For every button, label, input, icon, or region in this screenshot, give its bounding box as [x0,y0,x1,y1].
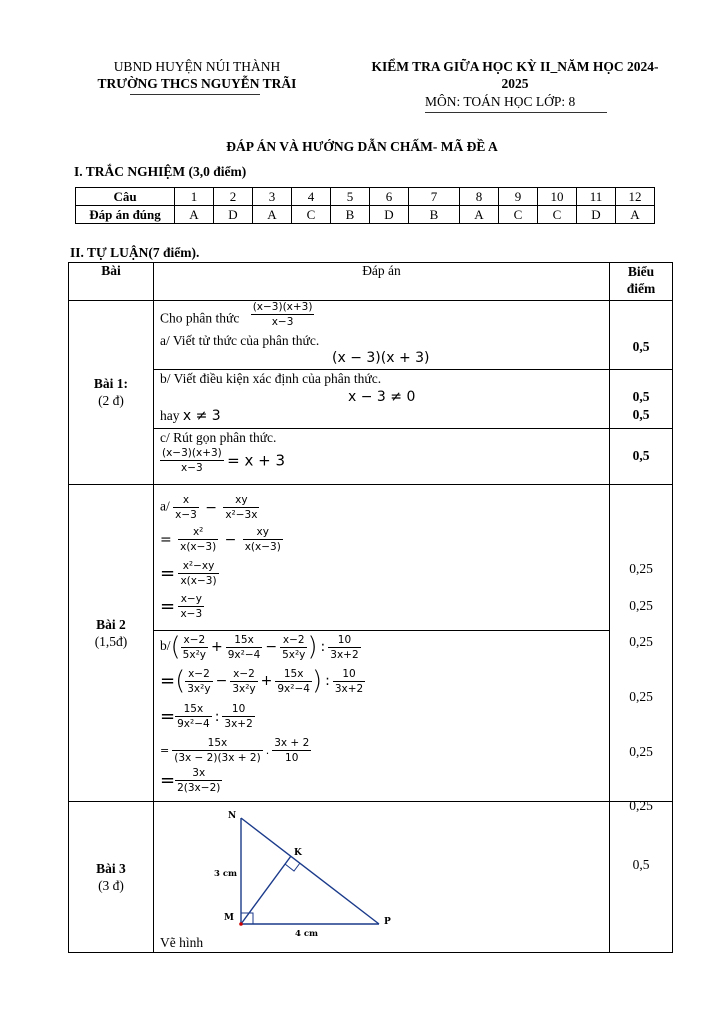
bai1-c-result: = x + 3 [227,451,286,470]
right-angle-k [285,863,300,871]
bai3-score: 0,5 [632,857,650,872]
bai2-b-line3: = $\frac{15x}{\text{9x²−4}}$ : $\frac{10}{3x+2}$ [160,703,253,730]
frac-num: x−2 [183,633,206,646]
altitude-mk [241,856,291,924]
frac-den: 3x+2 [330,648,359,661]
frac-den: 3x+2 [334,682,364,695]
table-header-row [69,263,673,301]
bai1-a-score: 0,5 [632,339,650,354]
frac-num: xy [256,526,269,538]
bai1-intro-line [160,301,314,329]
frac-num: x−y [180,593,202,605]
frac-num: x−2 [233,667,255,680]
frac-den: x−3 [180,608,203,620]
vertex-m-label: M [224,913,234,923]
frac-den: 9x²−4 [177,718,210,730]
frac-den: 3x+2 [224,718,253,730]
bai1-fraction [251,300,315,329]
section1-heading: I. TRẮC NGHIỆM (3,0 điểm) [74,164,247,179]
exam-subject: MÔN: TOÁN HỌC LỚP: 8 [425,94,576,109]
bai1-b-answer2: x ≠ 3 [182,408,221,424]
answer-cell: D [577,206,616,224]
col-header-bieu-diem-line2: điểm [626,281,656,296]
answer-row [76,206,655,224]
col-header-dap-an: Đáp án [154,263,610,301]
bai1-c-frac-num: (x−3)(x+3) [162,447,222,459]
frac-den: 9x²−4 [227,648,261,661]
bai1-c-text: c/ Rút gọn phân thức. [160,430,277,445]
frac-num: x [182,494,190,506]
header-right [335,58,695,92]
frac-den: 5x²y [182,648,206,661]
frac-num: 15x [234,633,254,646]
document-title: ĐÁP ÁN VÀ HƯỚNG DẪN CHẤM- MÃ ĐỀ A [226,139,498,154]
frac-num: 15x [183,703,204,715]
bai2-b-line2: =( $\frac{x-2}{\text{3x²y}}$ − $\frac{x-2}{\text{3x²y}}$ + $\frac{15x}{\text{9x²−4}}$ ) : $\frac{10}{3x+2}$ [160,666,364,696]
bai1-b-answer1: x − 3 ≠ 0 [348,389,416,405]
frac-den: 3x²y [187,682,211,695]
triangle-figure [214,810,474,940]
answer-row-label: Đáp án đúng [76,206,175,224]
frac-num: 15x [207,737,228,749]
answer-key-table [75,187,655,224]
bai1-b-hay: hay [160,408,180,423]
bai1-a-text: a/ Viết tử thức của phân thức. [160,333,320,348]
frac-den: x(x−3) [244,541,281,553]
frac-num: x² [192,526,204,538]
exam-title-line2: 2025 [501,76,529,91]
bai3-label-cell [69,802,154,953]
question-number: 1 [175,188,214,206]
bai1-b-hay-line [160,408,221,424]
frac-den: x²−3x [225,509,258,521]
bai2-label: Bài 2 [96,617,126,632]
question-number: 12 [616,188,655,206]
frac-num: xy [235,494,248,506]
col-header-bieu-diem-line1: Biểu [627,264,655,279]
question-number: 8 [460,188,499,206]
bai2-a-prefix: a/ [160,498,170,514]
question-row-label: Câu [76,188,175,206]
frac-num: 10 [342,667,356,680]
frac-den: (3x − 2)(3x + 2) [174,752,261,764]
answer-cell: A [175,206,214,224]
bai2-b-score: 0,25 [629,689,653,704]
bai2-b-prefix: b/ [160,638,171,654]
question-number: 4 [292,188,331,206]
frac-num: x−2 [188,667,210,680]
question-row [76,188,655,206]
bai2-a-line4: = $\frac{x-y}{x-3}$ [160,593,203,620]
answer-cell: B [409,206,460,224]
answer-cell: C [538,206,577,224]
bai1-intro: Cho phân thức [160,310,240,326]
bai1-c-fraction [160,446,224,475]
frac-num: x−2 [282,633,305,646]
question-number: 11 [577,188,616,206]
bai3-answer-cell [154,802,610,953]
vertex-k-label: K [294,848,302,858]
frac-num: 15x [283,667,304,680]
bai2-a-line3: = $\frac{\text{x²−xy}}{x(x-3)}$ [160,560,217,587]
frac-num: 3x + 2 [274,737,310,749]
answer-cell: A [616,206,655,224]
bai2-b-line1: b/( $\frac{x-2}{\text{5x²y}}$ + $\frac{15x}{\text{9x²−4}}$ − $\frac{x-2}{\text{5x²y}}$ ) : $\frac{10}{3x+2}$ [160,632,359,662]
bai2-a-score: 0,25 [629,598,653,613]
answer-cell: C [499,206,538,224]
frac-num: x²−xy [182,560,215,572]
frac-den: 5x²y [282,648,306,661]
frac-num: 10 [337,633,352,646]
bai2-a-line2: = $\frac{\text{x²}}{x(x-3)}$ − $\frac{xy}{x(x-3)}$ [160,526,281,553]
bai1-c-score: 0,5 [632,448,650,463]
school-name: TRƯỜNG THCS NGUYỄN TRÃI [97,76,297,91]
question-number: 9 [499,188,538,206]
header-left [62,58,332,92]
frac-den: x(x−3) [180,575,217,587]
section2-heading: II. TỰ LUẬN(7 điểm). [70,245,200,260]
bai1-c-line [160,446,285,475]
answer-cell: B [331,206,370,224]
bai1-points: (2 đ) [98,393,124,408]
frac-den: x−3 [175,509,197,521]
answer-cell: A [460,206,499,224]
frac-den: 9x²−4 [277,682,310,695]
bai2-b-line5: = $\frac{3x}{2(3x-2)}$ [160,767,221,794]
frac-num: 10 [231,703,246,715]
bai2-a-score: 0,25 [629,561,653,576]
essay-answer-table [68,262,673,953]
bai1-c-frac-den: x−3 [160,460,224,475]
bai1-answer-cell [154,301,610,485]
bai2-b-line4: = $\frac{15x}{(3x - 2)(3x + 2)}$ . $\frac{3x + 2}{10}$ [160,737,310,764]
question-number: 3 [253,188,292,206]
question-number: 10 [538,188,577,206]
side-np [241,818,379,924]
answer-cell: D [214,206,253,224]
bai3-label: Bài 3 [96,861,126,876]
bai1-b-score1: 0,5 [632,389,650,404]
bai1-b-text: b/ Viết điều kiện xác định của phân thức. [160,371,382,386]
col-header-bieu-diem [610,263,673,301]
frac-den: 2(3x−2) [177,782,221,794]
bai3-score-cell [610,802,673,953]
bai3-row [69,802,673,953]
side-mn-length: 3 cm [214,869,238,879]
bai2-b-score: 0,25 [629,798,653,813]
col-header-bai: Bài [69,263,154,301]
answer-cell: A [253,206,292,224]
side-mp-length: 4 cm [295,929,319,939]
frac-den: x(x−3) [180,541,217,553]
answer-cell: C [292,206,331,224]
vertex-m-dot [239,922,243,926]
bai2-label-cell [69,485,154,802]
question-number: 5 [331,188,370,206]
bai2-a-score: 0,25 [629,634,653,649]
bai1-row [69,301,673,485]
bai1-b-score2: 0,5 [632,407,650,422]
bai2-points: (1,5đ) [94,634,128,649]
vertex-n-label: N [228,811,237,821]
bai1-label: Bài 1: [93,376,129,391]
answer-cell: D [370,206,409,224]
district-name: UBND HUYỆN NÚI THÀNH [113,59,281,74]
question-number: 2 [214,188,253,206]
frac-num: 3x [192,767,206,779]
frac-den: 10 [272,750,311,765]
question-number: 6 [370,188,409,206]
frac-den: 3x²y [232,682,256,695]
bai2-answer-cell [154,485,610,802]
bai2-b-score: 0,25 [629,744,653,759]
bai2-a-line1: a/ $\frac{x}{x-3}$ − $\frac{xy}{\text{x²−3x}}$ [160,494,258,521]
bai3-caption: Vẽ hình [160,935,204,950]
bai1-score-cell [610,301,673,485]
vertex-p-label: P [384,917,391,927]
bai1-a-answer: (x − 3)(x + 3) [332,350,430,366]
bai1-frac-num: (x−3)(x+3) [252,301,313,313]
bai1-label-cell [69,301,154,485]
bai1-frac-den: x−3 [251,314,315,329]
bai2-score-cell [610,485,673,813]
question-number: 7 [409,188,460,206]
exam-title-line1: KIỂM TRA GIỮA HỌC KỲ II_NĂM HỌC 2024- [371,59,659,74]
bai2-row [69,485,673,802]
bai3-points: (3 đ) [98,878,124,893]
